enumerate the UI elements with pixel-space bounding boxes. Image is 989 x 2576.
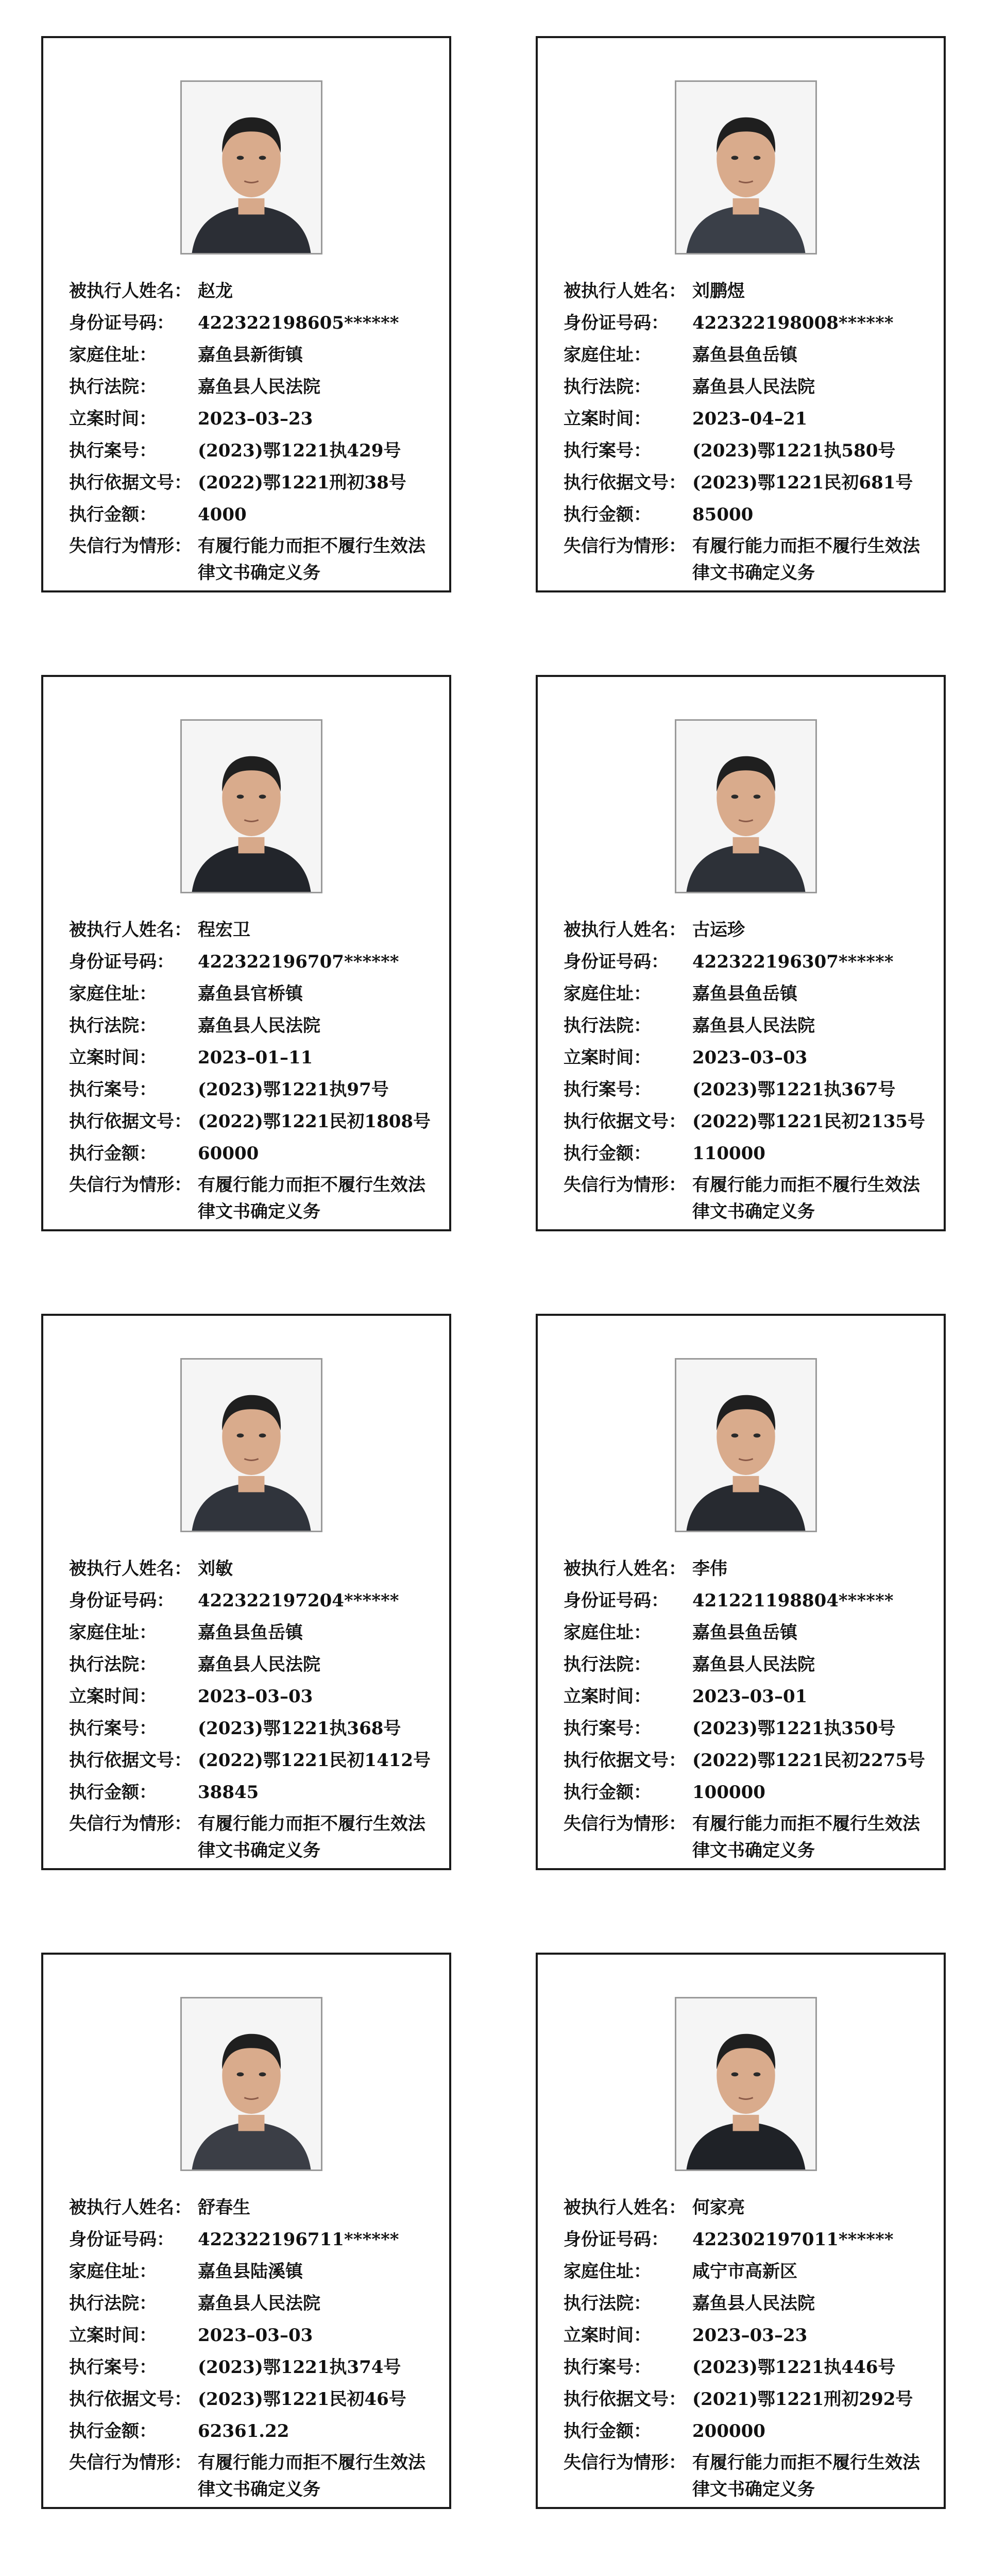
case-label: 执行案号： xyxy=(564,440,651,461)
court-value: 嘉鱼县人民法院 xyxy=(198,377,320,397)
debtor-card-1 xyxy=(41,36,451,592)
filed-value: 2023–03–03 xyxy=(692,1047,808,1068)
person-silhouette-icon xyxy=(182,1360,321,1531)
portrait-photo xyxy=(180,1358,322,1532)
id-value: 421221198804****** xyxy=(692,1590,894,1611)
amount-label: 执行金额： xyxy=(564,1782,651,1803)
court-row xyxy=(69,1010,436,1042)
amount-row xyxy=(69,499,436,531)
basis-label: 执行依据文号： xyxy=(69,472,192,493)
case-row xyxy=(564,1713,930,1744)
case-label: 执行案号： xyxy=(69,1079,157,1100)
case-value: (2023)鄂1221执97号 xyxy=(198,1079,389,1100)
behavior-value: 有履行能力而拒不履行生效法律文书确定义务 xyxy=(692,2452,920,2500)
address-label: 家庭住址： xyxy=(69,984,157,1004)
address-value: 嘉鱼县新街镇 xyxy=(198,345,303,365)
id-value: 422322198008****** xyxy=(692,313,894,333)
behavior-label: 失信行为情形： xyxy=(69,536,192,556)
name-value: 舒春生 xyxy=(198,2197,250,2218)
behavior-label: 失信行为情形： xyxy=(564,1814,686,1834)
amount-label: 执行金额： xyxy=(69,2421,157,2442)
court-row xyxy=(564,371,930,403)
filed-row xyxy=(69,1681,436,1713)
name-value: 刘敏 xyxy=(198,1558,233,1579)
behavior-label: 失信行为情形： xyxy=(69,1814,192,1834)
address-label: 家庭住址： xyxy=(69,1622,157,1643)
amount-value: 200000 xyxy=(692,2421,765,2442)
name-row xyxy=(564,2192,930,2224)
behavior-row xyxy=(564,1172,930,1225)
address-value: 嘉鱼县鱼岳镇 xyxy=(198,1622,303,1643)
person-silhouette-icon xyxy=(676,1360,815,1531)
amount-label: 执行金额： xyxy=(69,1143,157,1164)
amount-value: 85000 xyxy=(692,504,754,525)
address-value: 咸宁市高新区 xyxy=(692,2261,797,2282)
debtor-card-2 xyxy=(536,36,946,592)
court-row xyxy=(564,2287,930,2319)
filed-label: 立案时间： xyxy=(564,1047,651,1068)
basis-label: 执行依据文号： xyxy=(69,1750,192,1771)
id-row xyxy=(564,307,930,339)
amount-row xyxy=(564,2415,930,2447)
filed-value: 2023–03–03 xyxy=(198,1686,313,1707)
behavior-row xyxy=(564,533,930,586)
amount-label: 执行金额： xyxy=(564,504,651,525)
name-label: 被执行人姓名： xyxy=(69,2197,192,2218)
behavior-row xyxy=(69,533,436,586)
filed-label: 立案时间： xyxy=(564,2325,651,2346)
basis-value: (2022)鄂1221民初1412号 xyxy=(198,1750,431,1771)
amount-label: 执行金额： xyxy=(564,2421,651,2442)
debtor-card-8 xyxy=(536,1953,946,2509)
behavior-value: 有履行能力而拒不履行生效法律文书确定义务 xyxy=(692,1175,920,1222)
court-label: 执行法院： xyxy=(564,2293,651,2314)
portrait-photo xyxy=(180,719,322,893)
basis-value: (2023)鄂1221民初46号 xyxy=(198,2389,406,2410)
court-row xyxy=(69,2287,436,2319)
court-row xyxy=(69,371,436,403)
portrait-photo xyxy=(675,1358,817,1532)
behavior-value: 有履行能力而拒不履行生效法律文书确定义务 xyxy=(198,536,425,583)
case-row xyxy=(69,435,436,467)
name-row xyxy=(69,275,436,307)
id-row xyxy=(69,307,436,339)
amount-value: 4000 xyxy=(198,504,247,525)
name-value: 程宏卫 xyxy=(198,920,250,940)
id-label: 身份证号码： xyxy=(564,313,669,333)
case-row xyxy=(69,1713,436,1744)
filed-value: 2023–03–03 xyxy=(198,2325,313,2346)
id-value: 422322196307****** xyxy=(692,952,894,972)
name-value: 李伟 xyxy=(692,1558,727,1579)
court-label: 执行法院： xyxy=(69,2293,157,2314)
behavior-row xyxy=(69,1172,436,1225)
filed-label: 立案时间： xyxy=(69,1686,157,1707)
address-row xyxy=(69,2256,436,2287)
amount-row xyxy=(564,499,930,531)
filed-label: 立案时间： xyxy=(564,409,651,429)
amount-label: 执行金额： xyxy=(69,1782,157,1803)
amount-value: 60000 xyxy=(198,1143,259,1164)
debtor-card-4 xyxy=(536,675,946,1231)
name-label: 被执行人姓名： xyxy=(69,281,192,301)
address-label: 家庭住址： xyxy=(564,2261,651,2282)
id-value: 422322198605****** xyxy=(198,313,399,333)
court-row xyxy=(564,1010,930,1042)
portrait-photo xyxy=(675,1997,817,2171)
filed-row xyxy=(564,403,930,435)
filed-row xyxy=(564,1042,930,1074)
behavior-value: 有履行能力而拒不履行生效法律文书确定义务 xyxy=(692,536,920,583)
filed-value: 2023–01–11 xyxy=(198,1047,313,1068)
behavior-label: 失信行为情形： xyxy=(564,1175,686,1195)
basis-row xyxy=(564,2383,930,2415)
case-value: (2023)鄂1221执368号 xyxy=(198,1718,401,1739)
debtor-info xyxy=(564,1553,930,1864)
filed-value: 2023–04–21 xyxy=(692,409,808,429)
filed-value: 2023–03–23 xyxy=(198,409,313,429)
address-value: 嘉鱼县陆溪镇 xyxy=(198,2261,303,2282)
address-row xyxy=(564,2256,930,2287)
case-row xyxy=(69,2351,436,2383)
court-label: 执行法院： xyxy=(69,1015,157,1036)
portrait-photo xyxy=(675,80,817,255)
name-label: 被执行人姓名： xyxy=(564,920,686,940)
name-value: 刘鹏煜 xyxy=(692,281,745,301)
basis-label: 执行依据文号： xyxy=(564,1750,686,1771)
address-row xyxy=(69,978,436,1010)
case-label: 执行案号： xyxy=(69,1718,157,1739)
filed-row xyxy=(69,403,436,435)
id-row xyxy=(564,946,930,978)
name-label: 被执行人姓名： xyxy=(69,920,192,940)
case-label: 执行案号： xyxy=(69,2357,157,2378)
filed-row xyxy=(69,2319,436,2351)
name-label: 被执行人姓名： xyxy=(564,281,686,301)
case-value: (2023)鄂1221执429号 xyxy=(198,440,401,461)
name-row xyxy=(564,914,930,946)
debtor-info xyxy=(564,275,930,586)
behavior-row xyxy=(69,1810,436,1864)
debtor-card-6 xyxy=(536,1314,946,1870)
basis-row xyxy=(69,1744,436,1776)
court-value: 嘉鱼县人民法院 xyxy=(198,1654,320,1675)
behavior-row xyxy=(69,2449,436,2503)
debtor-card-7 xyxy=(41,1953,451,2509)
basis-row xyxy=(69,467,436,499)
amount-row xyxy=(69,1776,436,1808)
case-row xyxy=(564,435,930,467)
court-value: 嘉鱼县人民法院 xyxy=(692,1015,815,1036)
amount-row xyxy=(564,1138,930,1170)
address-row xyxy=(564,978,930,1010)
name-row xyxy=(69,1553,436,1585)
basis-value: (2022)鄂1221民初2135号 xyxy=(692,1111,926,1132)
case-value: (2023)鄂1221执580号 xyxy=(692,440,896,461)
name-row xyxy=(564,275,930,307)
person-silhouette-icon xyxy=(182,721,321,892)
basis-value: (2022)鄂1221民初2275号 xyxy=(692,1750,926,1771)
basis-row xyxy=(564,467,930,499)
address-value: 嘉鱼县鱼岳镇 xyxy=(692,984,797,1004)
case-value: (2023)鄂1221执374号 xyxy=(198,2357,401,2378)
id-row xyxy=(69,946,436,978)
address-label: 家庭住址： xyxy=(564,1622,651,1643)
person-silhouette-icon xyxy=(676,721,815,892)
case-row xyxy=(564,1074,930,1106)
address-value: 嘉鱼县鱼岳镇 xyxy=(692,345,797,365)
amount-value: 38845 xyxy=(198,1782,259,1803)
portrait-photo xyxy=(180,1997,322,2171)
basis-label: 执行依据文号： xyxy=(564,2389,686,2410)
filed-row xyxy=(564,2319,930,2351)
debtor-info xyxy=(69,914,436,1225)
basis-value: (2022)鄂1221刑初38号 xyxy=(198,472,406,493)
behavior-label: 失信行为情形： xyxy=(564,2452,686,2473)
basis-label: 执行依据文号： xyxy=(69,1111,192,1132)
debtor-info xyxy=(564,2192,930,2503)
case-label: 执行案号： xyxy=(564,1718,651,1739)
behavior-value: 有履行能力而拒不履行生效法律文书确定义务 xyxy=(198,1175,425,1222)
name-value: 古运珍 xyxy=(692,920,745,940)
basis-row xyxy=(564,1106,930,1138)
court-value: 嘉鱼县人民法院 xyxy=(692,377,815,397)
court-row xyxy=(69,1649,436,1681)
case-value: (2023)鄂1221执446号 xyxy=(692,2357,896,2378)
person-silhouette-icon xyxy=(182,82,321,253)
filed-row xyxy=(69,1042,436,1074)
id-label: 身份证号码： xyxy=(69,1590,174,1611)
court-label: 执行法院： xyxy=(564,377,651,397)
amount-row xyxy=(69,2415,436,2447)
court-label: 执行法院： xyxy=(69,1654,157,1675)
name-row xyxy=(69,2192,436,2224)
basis-label: 执行依据文号： xyxy=(69,2389,192,2410)
id-value: 422322196707****** xyxy=(198,952,399,972)
filed-value: 2023–03–01 xyxy=(692,1686,808,1707)
address-row xyxy=(69,339,436,371)
amount-value: 110000 xyxy=(692,1143,765,1164)
name-row xyxy=(69,914,436,946)
id-label: 身份证号码： xyxy=(564,952,669,972)
behavior-row xyxy=(564,1810,930,1864)
address-label: 家庭住址： xyxy=(69,2261,157,2282)
person-silhouette-icon xyxy=(676,82,815,253)
portrait-photo xyxy=(675,719,817,893)
case-label: 执行案号： xyxy=(69,440,157,461)
case-value: (2023)鄂1221执350号 xyxy=(692,1718,896,1739)
case-row xyxy=(564,2351,930,2383)
behavior-row xyxy=(564,2449,930,2503)
person-silhouette-icon xyxy=(676,1998,815,2170)
amount-value: 62361.22 xyxy=(198,2421,289,2442)
basis-value: (2023)鄂1221民初681号 xyxy=(692,472,913,493)
case-row xyxy=(69,1074,436,1106)
debtor-info xyxy=(69,2192,436,2503)
court-value: 嘉鱼县人民法院 xyxy=(198,2293,320,2314)
basis-row xyxy=(69,2383,436,2415)
filed-label: 立案时间： xyxy=(69,1047,157,1068)
basis-value: (2022)鄂1221民初1808号 xyxy=(198,1111,431,1132)
debtor-card-3 xyxy=(41,675,451,1231)
basis-row xyxy=(564,1744,930,1776)
court-value: 嘉鱼县人民法院 xyxy=(692,2293,815,2314)
basis-label: 执行依据文号： xyxy=(564,472,686,493)
id-value: 422302197011****** xyxy=(692,2229,894,2250)
behavior-label: 失信行为情形： xyxy=(69,1175,192,1195)
id-row xyxy=(69,2224,436,2256)
filed-row xyxy=(564,1681,930,1713)
case-label: 执行案号： xyxy=(564,2357,651,2378)
basis-row xyxy=(69,1106,436,1138)
name-label: 被执行人姓名： xyxy=(564,2197,686,2218)
person-silhouette-icon xyxy=(182,1998,321,2170)
address-row xyxy=(564,1617,930,1649)
id-label: 身份证号码： xyxy=(564,1590,669,1611)
id-label: 身份证号码： xyxy=(69,952,174,972)
id-row xyxy=(564,1585,930,1617)
behavior-label: 失信行为情形： xyxy=(564,536,686,556)
address-label: 家庭住址： xyxy=(564,984,651,1004)
debtor-info xyxy=(564,914,930,1225)
address-value: 嘉鱼县鱼岳镇 xyxy=(692,1622,797,1643)
behavior-value: 有履行能力而拒不履行生效法律文书确定义务 xyxy=(198,2452,425,2500)
case-label: 执行案号： xyxy=(564,1079,651,1100)
address-row xyxy=(69,1617,436,1649)
id-row xyxy=(69,1585,436,1617)
name-label: 被执行人姓名： xyxy=(564,1558,686,1579)
behavior-label: 失信行为情形： xyxy=(69,2452,192,2473)
amount-row xyxy=(564,1776,930,1808)
basis-label: 执行依据文号： xyxy=(564,1111,686,1132)
court-row xyxy=(564,1649,930,1681)
id-label: 身份证号码： xyxy=(69,2229,174,2250)
address-label: 家庭住址： xyxy=(564,345,651,365)
id-value: 422322197204****** xyxy=(198,1590,399,1611)
id-value: 422322196711****** xyxy=(198,2229,399,2250)
name-value: 何家亮 xyxy=(692,2197,745,2218)
address-label: 家庭住址： xyxy=(69,345,157,365)
court-label: 执行法院： xyxy=(69,377,157,397)
amount-label: 执行金额： xyxy=(69,504,157,525)
address-row xyxy=(564,339,930,371)
amount-label: 执行金额： xyxy=(564,1143,651,1164)
address-value: 嘉鱼县官桥镇 xyxy=(198,984,303,1004)
debtor-info xyxy=(69,1553,436,1864)
debtor-info xyxy=(69,275,436,586)
court-value: 嘉鱼县人民法院 xyxy=(692,1654,815,1675)
filed-label: 立案时间： xyxy=(564,1686,651,1707)
filed-label: 立案时间： xyxy=(69,409,157,429)
amount-row xyxy=(69,1138,436,1170)
debtor-card-5 xyxy=(41,1314,451,1870)
basis-value: (2021)鄂1221刑初292号 xyxy=(692,2389,913,2410)
id-row xyxy=(564,2224,930,2256)
court-label: 执行法院： xyxy=(564,1654,651,1675)
court-label: 执行法院： xyxy=(564,1015,651,1036)
name-row xyxy=(564,1553,930,1585)
behavior-value: 有履行能力而拒不履行生效法律文书确定义务 xyxy=(198,1814,425,1861)
case-value: (2023)鄂1221执367号 xyxy=(692,1079,896,1100)
behavior-value: 有履行能力而拒不履行生效法律文书确定义务 xyxy=(692,1814,920,1861)
filed-value: 2023–03–23 xyxy=(692,2325,808,2346)
portrait-photo xyxy=(180,80,322,255)
id-label: 身份证号码： xyxy=(69,313,174,333)
id-label: 身份证号码： xyxy=(564,2229,669,2250)
filed-label: 立案时间： xyxy=(69,2325,157,2346)
name-label: 被执行人姓名： xyxy=(69,1558,192,1579)
amount-value: 100000 xyxy=(692,1782,765,1803)
name-value: 赵龙 xyxy=(198,281,233,301)
court-value: 嘉鱼县人民法院 xyxy=(198,1015,320,1036)
